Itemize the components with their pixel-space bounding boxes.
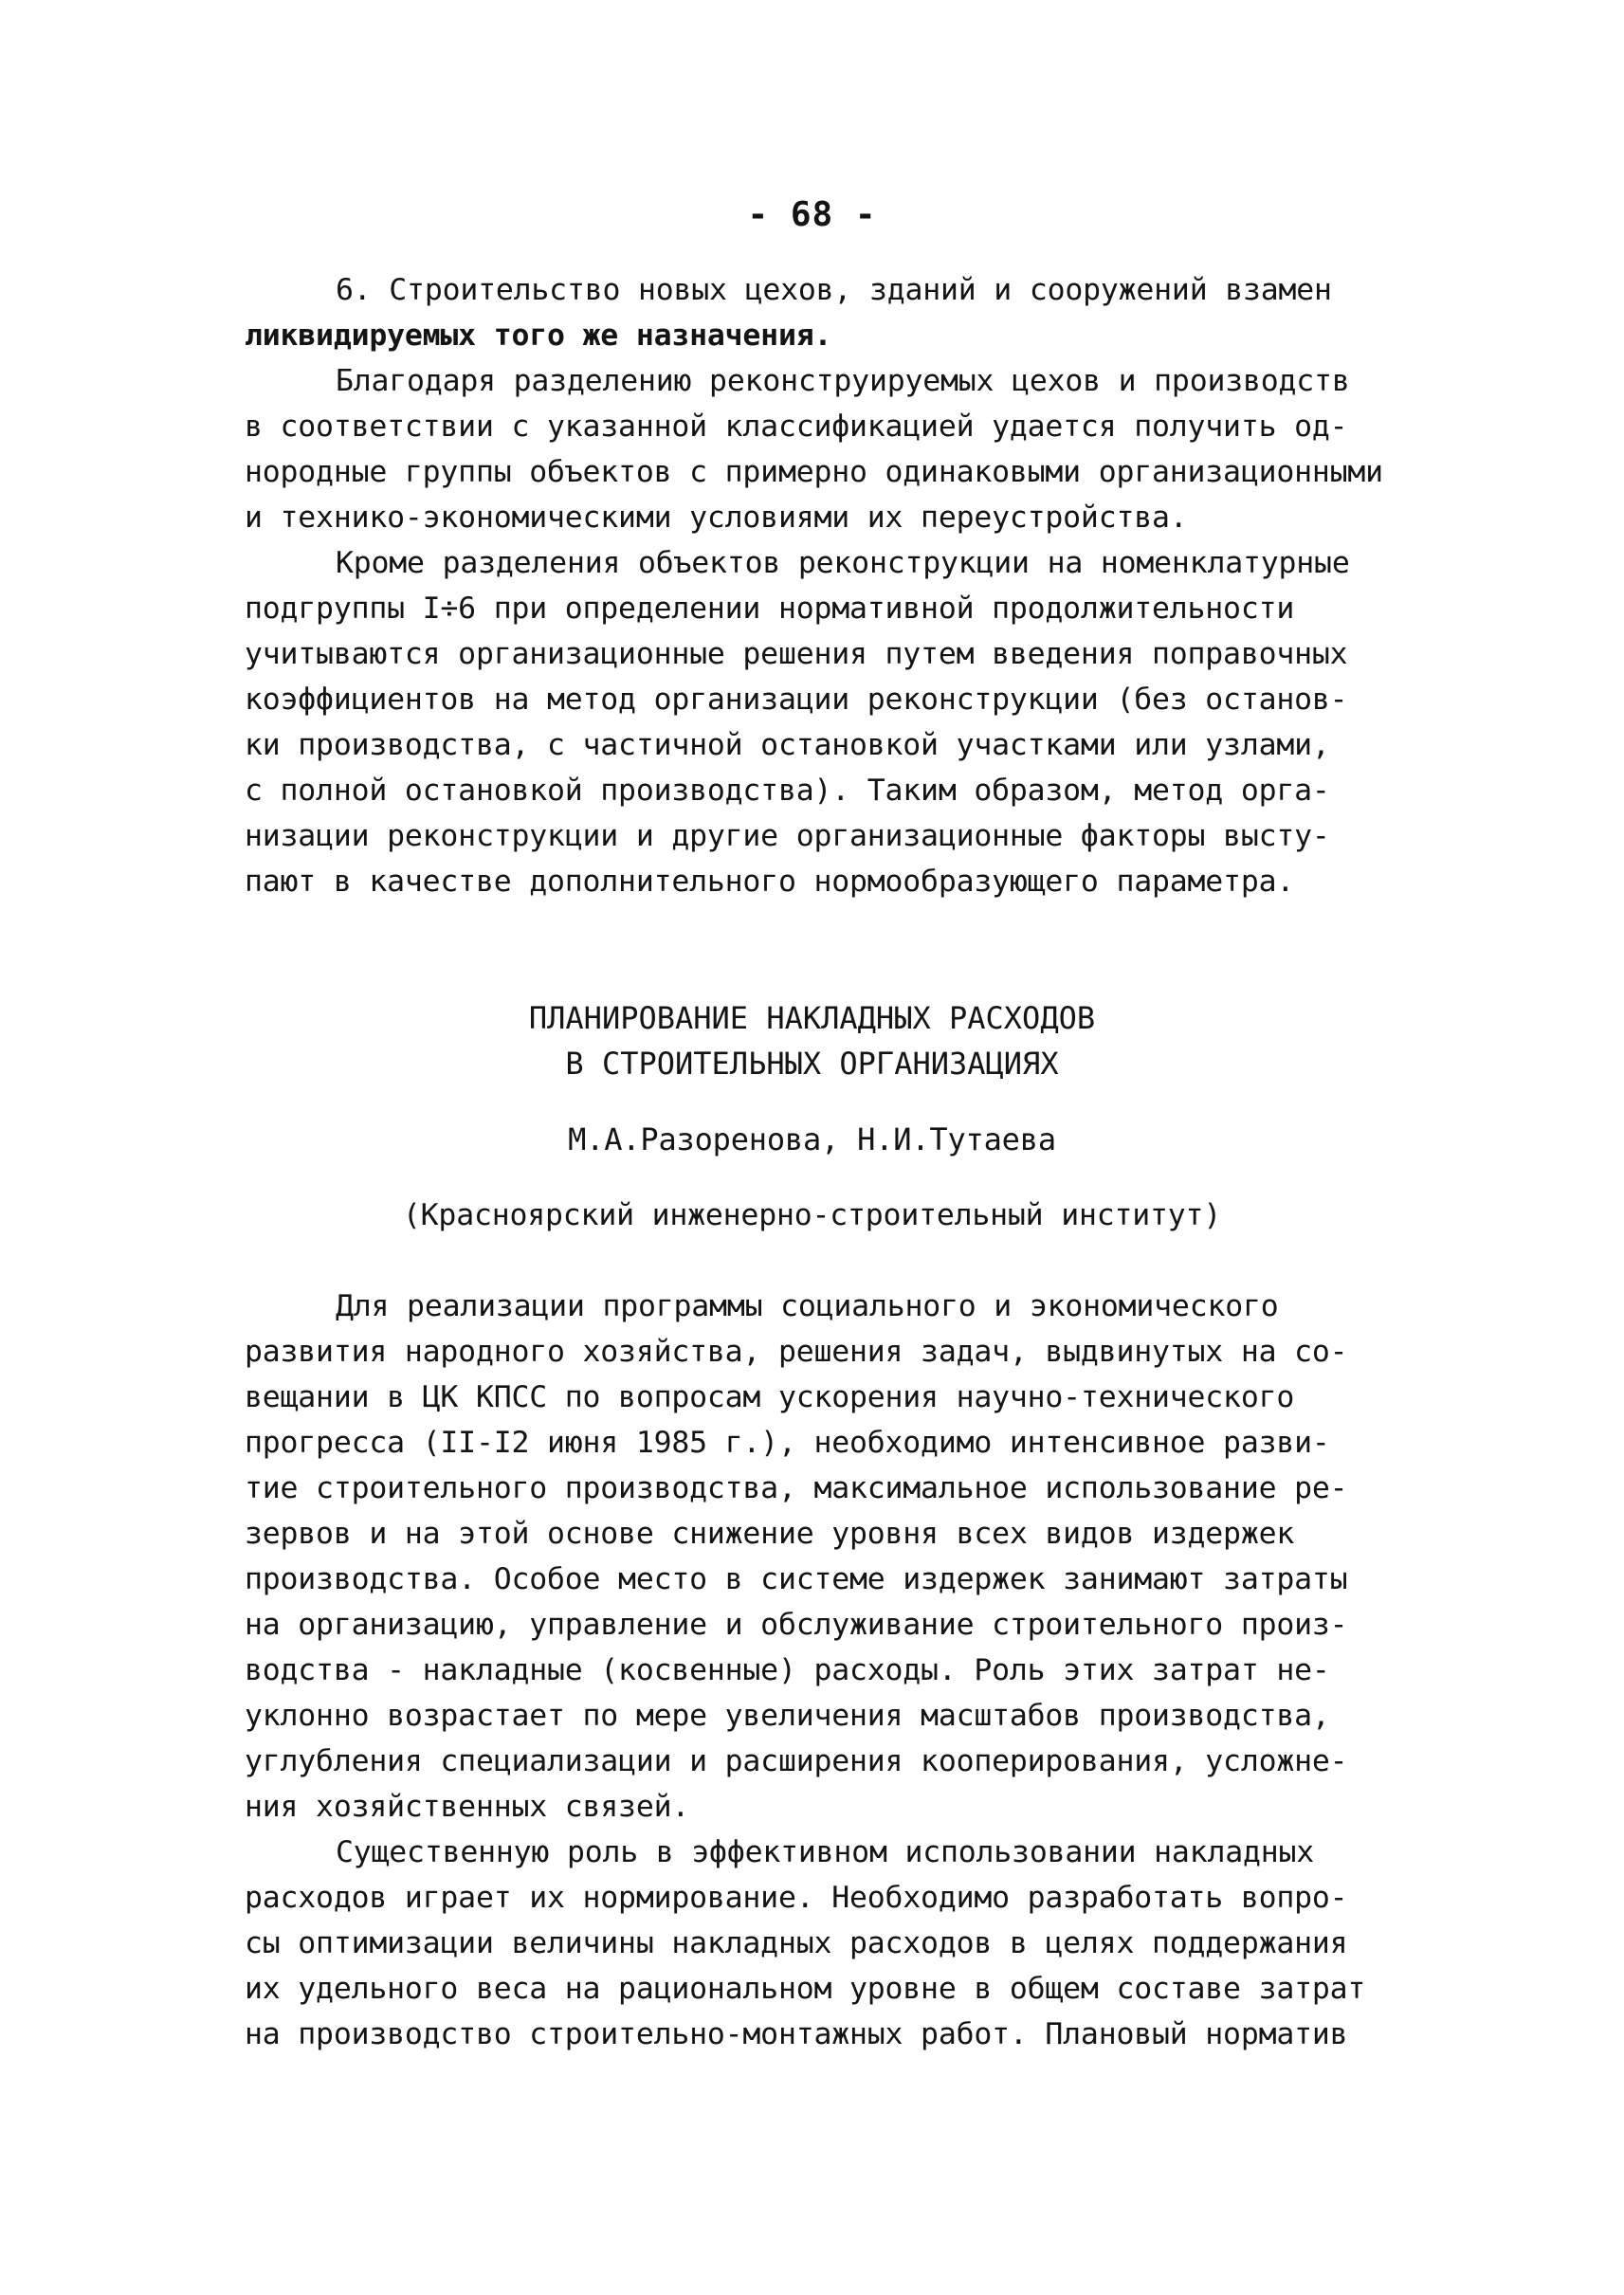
text-line: Для реализации программы социального и экономического [336, 1289, 1279, 1323]
text-line: сы оптимизации величины накладных расходов в целях поддержания [245, 1926, 1348, 1960]
text-line: Кроме разделения объектов реконструкции на номенклатурные [336, 546, 1350, 580]
text-line: учитываются организационные решения путем введения поправочных [245, 637, 1348, 671]
text-line: зервов и на этой основе снижение уровня всех видов издержек [245, 1517, 1295, 1551]
text-line: тие строительного производства, максимальное использование ре- [245, 1471, 1348, 1505]
article-title-line1: ПЛАНИРОВАНИЕ НАКЛАДНЫХ РАСХОДОВ [528, 1000, 1096, 1036]
text-line: и технико-экономическими условиями их переустройства. [245, 501, 1188, 535]
text-line: расходов играет их нормирование. Необходимо разработать вопро- [245, 1881, 1348, 1915]
text-line: водства - накладные (косвенные) расходы. Роль этих затрат не- [245, 1653, 1330, 1687]
text-line: коэффициентов на метод организации реконструкции (без останов- [245, 683, 1348, 717]
text-line: углубления специализации и расширения кооперирования, усложне- [245, 1744, 1348, 1778]
text-line: производства. Особое место в системе издержек занимают затраты [245, 1562, 1348, 1596]
text-line: Существенную роль в эффективном использовании накладных [336, 1835, 1315, 1869]
text-line: ликвидируемых того же назначения. [245, 319, 832, 353]
text-line: прогресса (II-I2 июня 1985 г.), необходимо интенсивное разви- [245, 1426, 1330, 1460]
text-line: ния хозяйственных связей. [245, 1790, 690, 1824]
text-line: подгруппы I÷6 при определении нормативной продолжительности [245, 592, 1295, 626]
text-line: развития народного хозяйства, решения задач, выдвинутых на со- [245, 1335, 1348, 1369]
text-line: их удельного веса на рациональном уровне в общем составе затрат [245, 1972, 1366, 2006]
text-line: низации реконструкции и другие организационные факторы высту- [245, 819, 1330, 853]
text-line: 6. Строительство новых цехов, зданий и сооружений взамен [336, 273, 1332, 307]
text-line: нородные группы объектов с примерно одинаковыми организационными [245, 455, 1383, 489]
article-title-line2: В СТРОИТЕЛЬНЫХ ОРГАНИЗАЦИЯХ [565, 1046, 1059, 1082]
text-line: пают в качестве дополнительного нормообразующего параметра. [245, 865, 1295, 899]
text-line: вещании в ЦК КПСС по вопросам ускорения научно-технического [245, 1380, 1295, 1414]
page-number: - 68 - [747, 195, 877, 234]
text-line: в соответствии с указанной классификацией удается получить од- [245, 410, 1348, 444]
text-line: Благодаря разделению реконструируемых цехов и производств [336, 364, 1350, 398]
article-authors: М.А.Разоренова, Н.И.Тутаева [568, 1121, 1056, 1157]
text-line: ки производства, с частичной остановкой участками или узлами, [245, 728, 1330, 762]
text-line: уклонно возрастает по мере увеличения масштабов производства, [245, 1699, 1330, 1733]
text-line: на организацию, управление и обслуживание строительного произ- [245, 1608, 1348, 1642]
text-line: с полной остановкой производства). Таким образом, метод орга- [245, 774, 1330, 808]
article-affiliation: (Красноярский инженерно-строительный институт) [402, 1198, 1222, 1232]
text-line: на производство строительно-монтажных работ. Плановый норматив [245, 2017, 1348, 2051]
